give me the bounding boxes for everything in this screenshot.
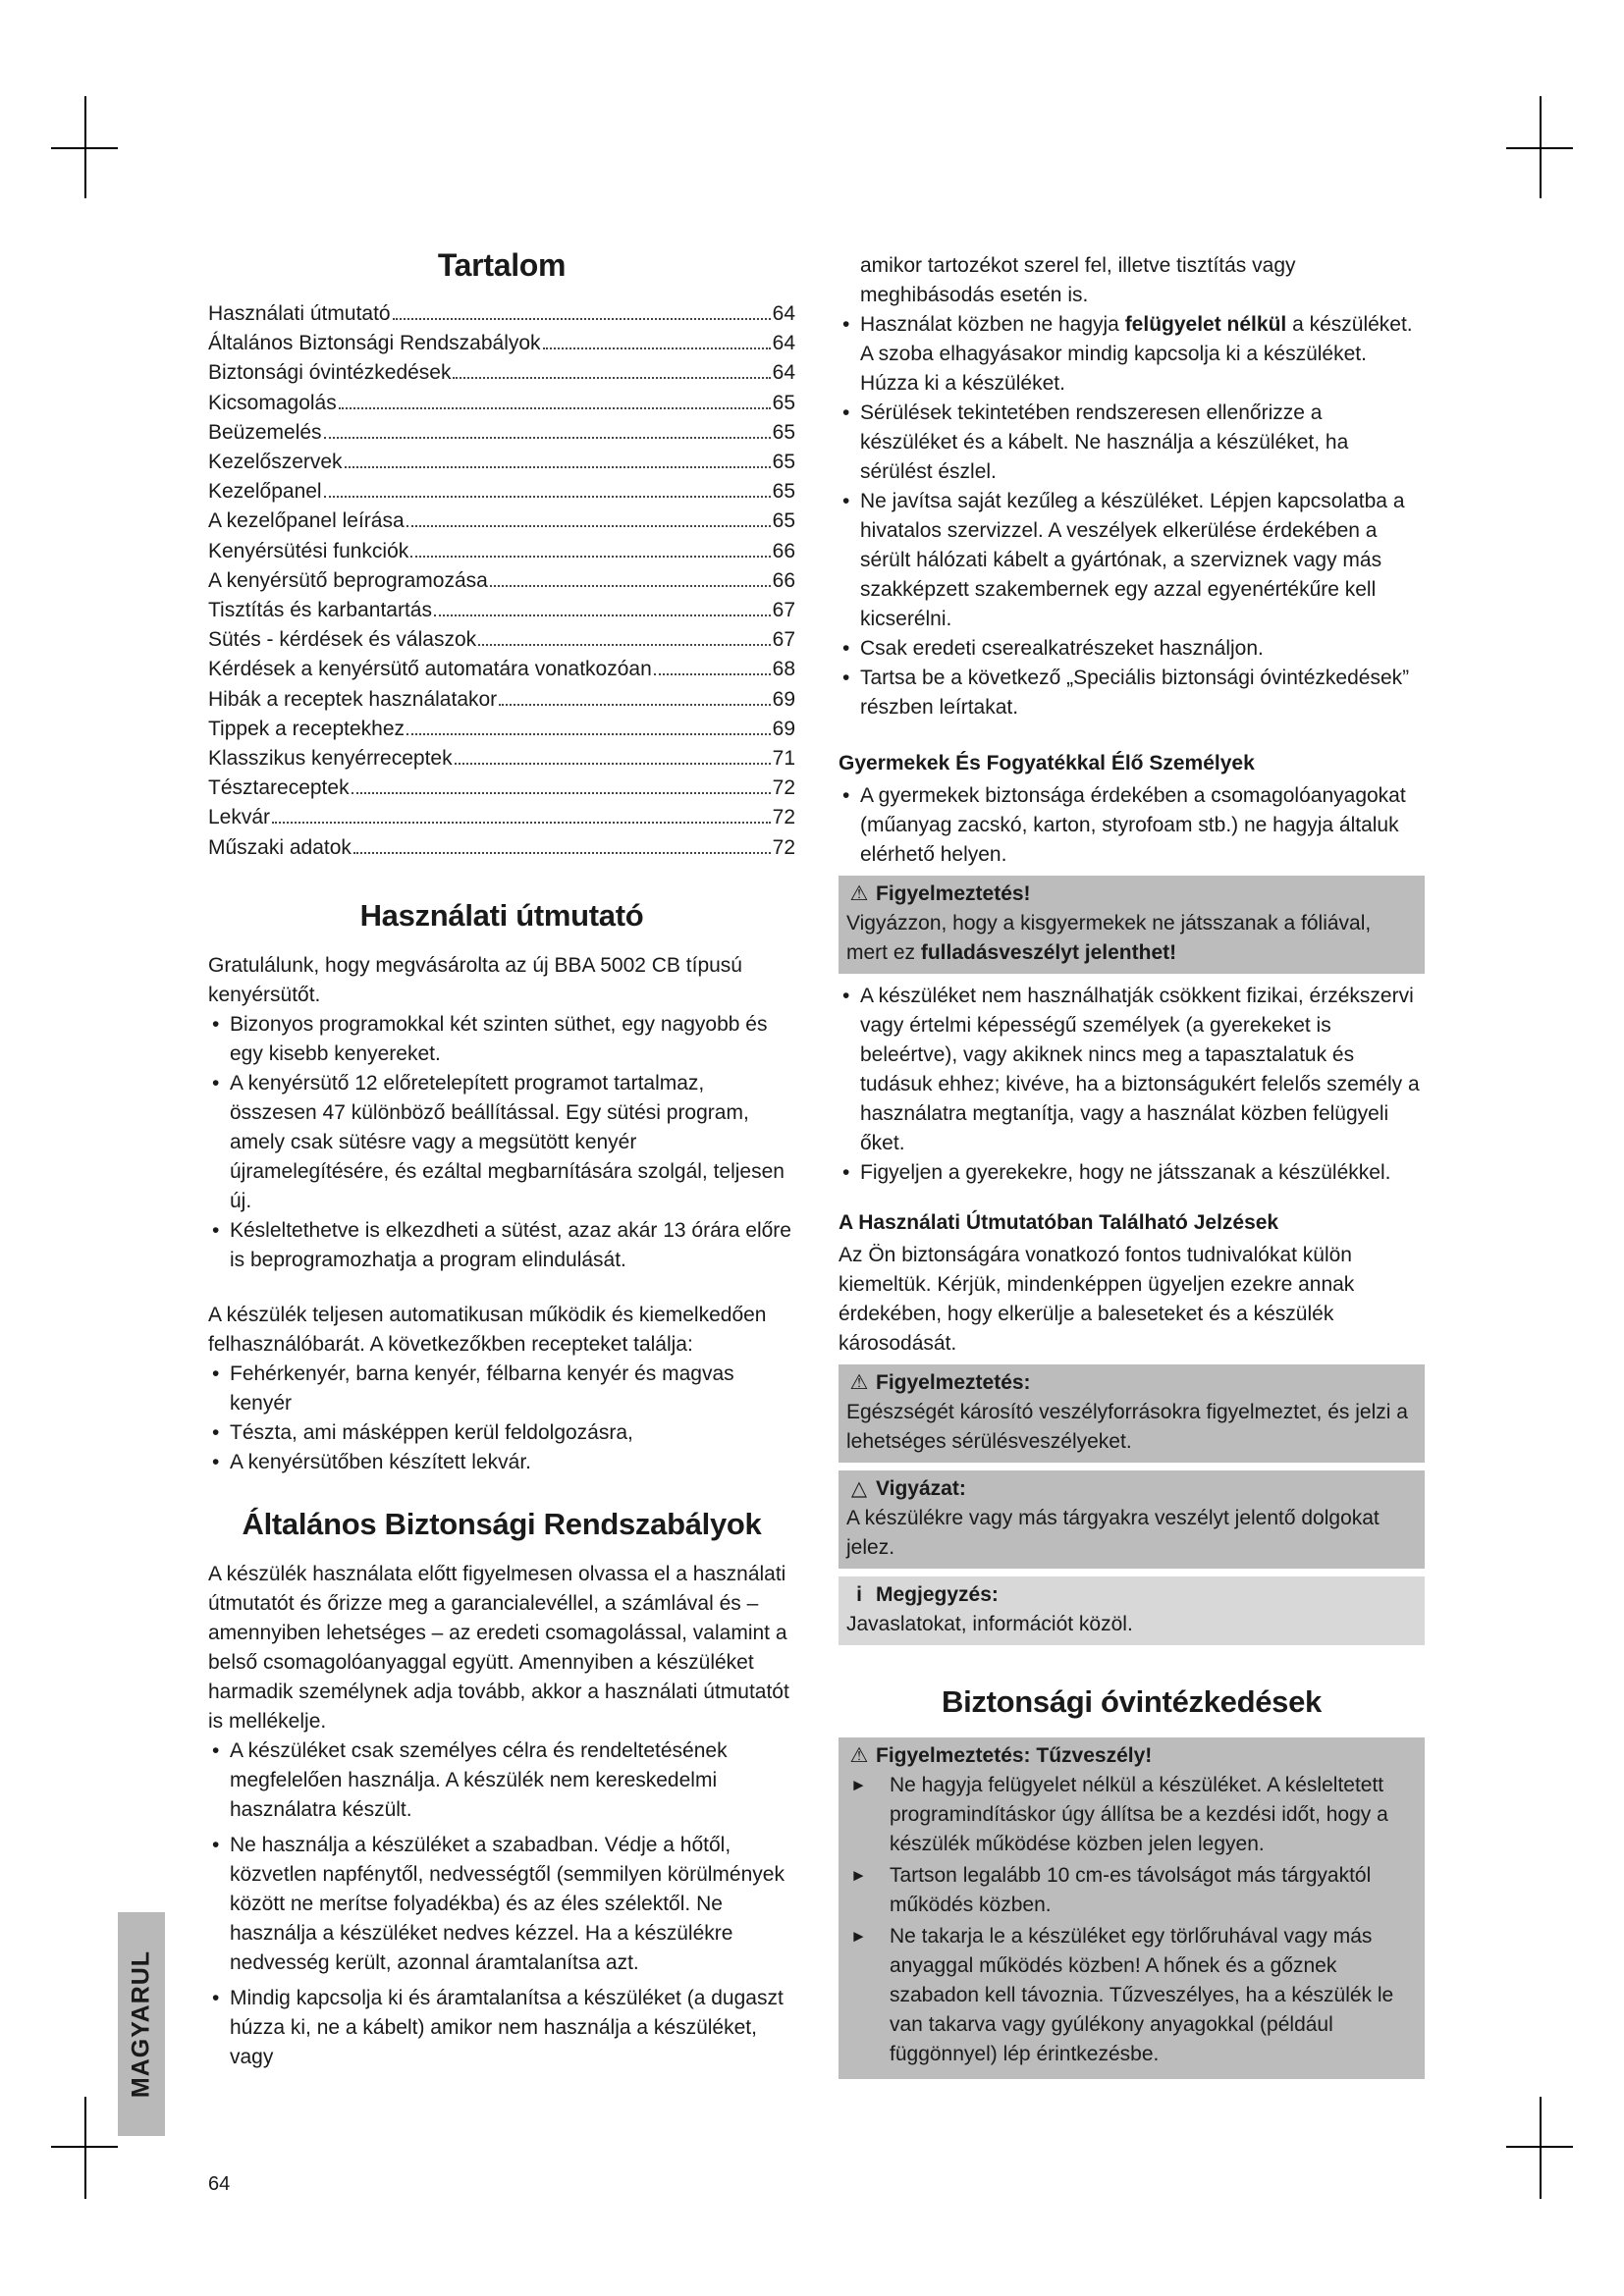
toc-entry-page: 65 [772,420,795,444]
toc-entry-title: Klasszikus kenyérreceptek [208,747,453,771]
warning-text [846,909,1417,968]
toc-leader-dots [406,525,771,527]
toc-entry-title: Biztonsági óvintézkedések [208,361,452,385]
list-item: • A készüléket csak személyes célra és rendeltetésének megfelelően használja. A készülék nem kereskedelmi használatra készült. [208,1736,795,1825]
usage-intro: Gratulálunk, hogy megvásárolta az új BBA 5002 CB típusú kenyérsütőt. [208,953,742,1006]
toc-entry-page: 67 [772,599,795,622]
right-column [839,251,1425,2087]
warning-box-foil [839,876,1425,974]
crop-mark [84,96,86,198]
list-item: • Tészta, ami másképpen kerül feldolgozásra, [208,1418,795,1448]
toc-entry-title: Általános Biztonsági Rendszabályok [208,332,541,355]
toc-leader-dots [410,556,770,558]
warning-header [846,880,1417,909]
text-span: a készüléket. A szoba elhagyásakor mindig kapcsolja ki a készüléket. Húzza ki a készüléket. [860,313,1413,395]
toc-title: Tartalom [437,247,567,283]
toc-entry-title: Tippek a receptekhez [208,717,406,740]
toc-entry [208,655,795,684]
toc-leader-dots [272,822,771,824]
toc-leader-dots [434,614,771,616]
toc-leader-dots [353,852,771,854]
toc-entry [208,537,795,566]
toc-entry-page: 67 [772,628,795,652]
list-item: • A gyermekek biztonsága érdekében a csomagolóanyagokat (műanyag zacskó, karton, styrofoam stb.) ne hagyja általuk elérhető helyen. [839,781,1425,870]
toc-entry-page: 72 [772,835,795,859]
toc-entry-page: 65 [772,480,795,504]
toc-entry [208,477,795,507]
toc-entry-page: 69 [772,687,795,711]
general-safety-title: Általános Biztonsági Rendszabályok [242,1506,762,1541]
list-item: • A készüléket nem használhatják csökkent fizikai, érzékszervi vagy értelmi képességű személyek (a gyerekeket is beleértve), vagy akiknek nincs meg a tapasztalatuk és tudásuk ehhez; kivéve, ha a biztonságukért felelős személy a használatra megtanítja, vagy a használat közben felügyeli őket. [839,982,1425,1158]
toc-entry-title: Beüzemelés [208,420,322,444]
toc-entry-page: 64 [772,361,795,385]
toc-entry-title: Kezelőpanel [208,480,322,504]
toc-entry [208,566,795,596]
toc-entry [208,803,795,832]
bold-span: fulladásveszélyt jelenthet! [920,941,1177,964]
toc-entry [208,358,795,388]
toc-entry-page: 68 [772,658,795,681]
text-span: Használat közben ne hagyja [860,313,1125,336]
warning-title: Figyelmeztetés! [876,882,1031,905]
toc-entry-title: Sütés - kérdések és válaszok [208,628,477,652]
toc-entry [208,329,795,358]
sign-warning-text: Egészségét károsító veszélyforrásokra figyelmeztet, és jelzi a lehetséges sérülésveszélyeket. [846,1401,1408,1453]
toc-leader-dots [499,704,770,706]
list-item: • A kenyérsütő 12 előretelepített programot tartalmaz, összesen 47 különböző beállítással. Egy sütési program, amely csak sütésre vagy a megsütött kenyér újramelegítésére, és ezáltal megbarnítására szolgál, teljesen új. [208,1069,795,1216]
sign-caution-box [839,1470,1425,1569]
toc-entry-page: 65 [772,509,795,533]
toc-entry-title: Kenyérsütési funkciók [208,539,409,562]
list-item: • Késleltethetve is elkezdheti a sütést, azaz akár 13 órára előre is beprogramozhatja a program elindulását. [208,1216,795,1275]
toc-leader-dots [324,437,771,439]
toc-entry-page: 66 [772,539,795,562]
children-bullets [839,781,1425,870]
toc-entry-title: Használati útmutató [208,302,391,325]
toc-entry [208,715,795,744]
toc-leader-dots [654,673,771,675]
sign-warning-header [846,1368,1417,1398]
warning-triangle-icon: ⚠ [849,882,869,905]
toc-entry-title: A kenyérsütő beprogramozása [208,568,488,592]
warning-triangle-icon: ⚠ [849,1371,869,1394]
toc-entry [208,418,795,448]
sign-warning-title: Figyelmeztetés: [876,1371,1031,1394]
toc-entry [208,744,795,774]
toc-leader-dots [453,377,770,379]
toc-entry [208,833,795,863]
signs-heading: A Használati Útmutatóban Található Jelzések [839,1211,1279,1234]
toc-leader-dots [490,585,771,587]
safety-bullets [839,310,1425,722]
toc-leader-dots [543,347,771,349]
page-number: 64 [208,2173,231,2195]
usage-bullets2 [208,1360,795,1477]
toc-entry-title: Tésztareceptek [208,776,350,800]
text-span: Vigyázzon, hogy a kisgyermekek ne játsszanak a fóliával, mert ez [846,912,1372,964]
toc-entry-page: 65 [772,391,795,414]
left-column [208,247,795,2072]
children-heading: Gyermekek És Fogyatékkal Élő Személyek [839,752,1255,774]
side-label-text: MAGYARUL [127,1949,155,2099]
caution-triangle-icon: △ [850,1477,868,1500]
continuation-text: amikor tartozékot szerel fel, illetve tisztítás vagy meghibásodás esetén is. [860,254,1296,306]
list-item: ► Tartson legalább 10 cm-es távolságot más tárgyaktól működés közben. [846,1861,1417,1920]
info-icon: i [856,1583,862,1606]
toc-leader-dots [478,644,771,646]
list-item: ► Ne takarja le a készüléket egy törlőruhával vagy más anyaggal működés közben! A hőnek és a gőznek szabadon kell távoznia. Tűzveszélyes, ha a készülék le van takarva vagy gyúlékony anyagokkal (például függönnyel) lép érintkezésbe. [846,1922,1417,2069]
crop-mark [1540,2097,1542,2199]
toc-leader-dots [352,792,771,794]
toc-leader-dots [393,318,771,320]
list-item: • Figyeljen a gyerekekre, hogy ne játsszanak a készülékkel. [839,1158,1425,1188]
sign-caution-header [846,1474,1417,1504]
toc-entry-title: Műszaki adatok [208,835,352,859]
list-item [839,310,1425,399]
toc-entry-page: 64 [772,302,795,325]
toc-leader-dots [324,496,771,498]
sign-caution-title: Vigyázat: [876,1477,966,1500]
toc-entry-page: 72 [772,806,795,829]
list-item: ► Ne hagyja felügyelet nélkül a készüléket. A késleltetett programindításkor úgy állítsa be a kezdési időt, hogy a készülék működése közben jelen legyen. [846,1771,1417,1859]
fire-warning-list [846,1771,1417,2069]
list-item: • A kenyérsütőben készített lekvár. [208,1448,795,1477]
toc-entry-title: Hibák a receptek használatakor [208,687,498,711]
sign-note-box [839,1576,1425,1645]
list-item: • Bizonyos programokkal két szinten süthet, egy nagyobb és egy kisebb kenyereket. [208,1010,795,1069]
toc-entry [208,448,795,477]
toc-leader-dots [339,407,771,409]
toc-entry-title: Kérdések a kenyérsütő automatára vonatkozóan [208,658,652,681]
toc-entry [208,625,795,655]
toc-leader-dots [406,733,771,735]
children-bullets-2 [839,982,1425,1188]
list-item: • Fehérkenyér, barna kenyér, félbarna kenyér és magvas kenyér [208,1360,795,1418]
crop-mark [1540,96,1542,198]
toc-entry-title: Tisztítás és karbantartás [208,599,432,622]
warning-triangle-icon: ⚠ [849,1744,869,1767]
usage-bullets [208,1010,795,1275]
toc-entry-page: 66 [772,568,795,592]
sign-note-header [846,1580,1417,1610]
toc-leader-dots [455,763,771,765]
list-item: • Mindig kapcsolja ki és áramtalanítsa a készüléket (a dugaszt húzza ki, ne a kábelt) amikor nem használja a készüléket, vagy [208,1984,795,2072]
sign-note-text: Javaslatokat, információt közöl. [846,1613,1133,1635]
fire-warning-box [839,1737,1425,2079]
toc-entry-page: 71 [772,747,795,771]
toc-entry-title: Kezelőszervek [208,451,343,474]
list-item: • Tartsa be a következő „Speciális biztonsági óvintézkedések” részben leírtakat. [839,664,1425,722]
language-side-tab [118,1912,165,2136]
general-safety-intro: A készülék használata előtt figyelmesen olvassa el a használati útmutatót és őrizze meg a garancialevéllel, a számlával és – amennyiben lehetséges – az eredeti csomagolással, valamint a belső csomagolóanyaggal együtt. Amennyiben a készüléket harmadik személynek adja tovább, akkor a használati útmutatót is mellékelje. [208,1562,789,1733]
sign-note-title: Megjegyzés: [876,1583,999,1606]
table-of-contents [208,299,795,863]
toc-entry-page: 69 [772,717,795,740]
toc-entry-page: 64 [772,332,795,355]
toc-entry-page: 65 [772,451,795,474]
sign-caution-text: A készülékre vagy más tárgyakra veszélyt jelentő dolgokat jelez. [846,1507,1380,1559]
fire-warning-title: Figyelmeztetés: Tűzveszély! [876,1744,1153,1767]
toc-entry-title: Lekvár [208,806,271,829]
list-item: • Sérülések tekintetében rendszeresen ellenőrizze a készüléket és a kábelt. Ne használja a készüléket, ha sérülést észlel. [839,399,1425,487]
toc-entry [208,299,795,329]
sign-warning-box [839,1364,1425,1463]
general-safety-bullets [208,1736,795,2072]
signs-intro: Az Ön biztonságára vonatkozó fontos tudnivalókat külön kiemeltük. Kérjük, mindenképpen ügyeljen ezekre annak érdekében, hogy elkerülje a baleseteket és a készülék károsodását. [839,1244,1355,1355]
usage-para2: A készülék teljesen automatikusan működik és kiemelkedően felhasználóbarát. A következőkben recepteket találja: [208,1303,767,1356]
toc-entry [208,596,795,625]
toc-entry [208,774,795,803]
crop-mark [84,2097,86,2199]
bold-span: felügyelet nélkül [1124,313,1287,336]
list-item: • Ne használja a készüléket a szabadban. Védje a hőtől, közvetlen napfénytől, nedvességtől (semmilyen körülmények között ne merítse folyadékba) és az éles szélektől. Ne használja a készüléket nedves kézzel. Ha a készülékre nedvesség került, azonnal áramtalanítsa azt. [208,1831,795,1978]
toc-entry-title: Kicsomagolás [208,391,337,414]
toc-entry-page: 72 [772,776,795,800]
list-item: • Csak eredeti cserealkatrészeket használjon. [839,634,1425,664]
fire-warning-header [846,1741,1417,1771]
toc-entry [208,685,795,715]
usage-title: Használati útmutató [359,897,644,933]
toc-leader-dots [345,466,771,468]
list-item: • Ne javítsa saját kezűleg a készüléket. Lépjen kapcsolatba a hivatalos szervizzel. A veszélyek elkerülése érdekében a sérült hálózati kábelt a gyártónak, a szerviznek vagy más szakképzett szakembernek egy azzal egyenértékűre kell kicserélni. [839,487,1425,634]
precautions-title: Biztonsági óvintézkedések [941,1684,1322,1719]
toc-entry-title: A kezelőpanel leírása [208,509,405,533]
toc-entry [208,507,795,536]
toc-entry [208,389,795,418]
